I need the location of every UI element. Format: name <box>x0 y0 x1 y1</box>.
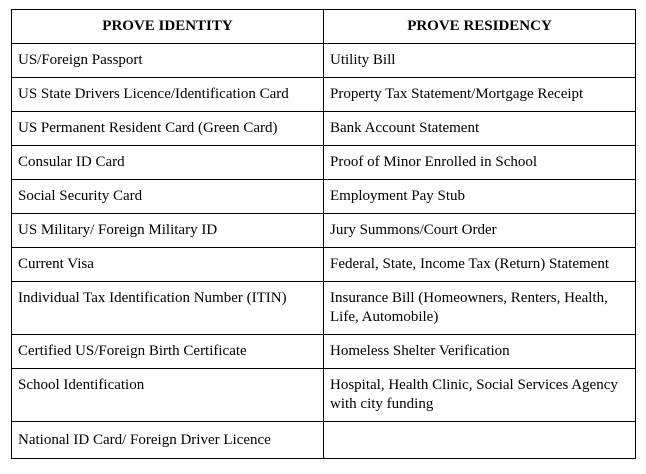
identity-cell: National ID Card/ Foreign Driver Licence <box>12 422 324 459</box>
table-row <box>12 248 636 282</box>
residency-cell: Bank Account Statement <box>324 112 636 146</box>
residency-cell: Jury Summons/Court Order <box>324 214 636 248</box>
residency-cell: Utility Bill <box>324 44 636 78</box>
identity-cell: US Permanent Resident Card (Green Card) <box>12 112 324 146</box>
table-row <box>12 422 636 459</box>
identity-cell: US Military/ Foreign Military ID <box>12 214 324 248</box>
identity-cell: Certified US/Foreign Birth Certificate <box>12 335 324 369</box>
table-row <box>12 78 636 112</box>
identity-cell: US State Drivers Licence/Identification Card <box>12 78 324 112</box>
table-row <box>12 180 636 214</box>
table-row <box>12 146 636 180</box>
residency-cell: Employment Pay Stub <box>324 180 636 214</box>
table-row <box>12 112 636 146</box>
table-row <box>12 282 636 335</box>
table-header-row <box>12 10 636 44</box>
table-row <box>12 369 636 422</box>
table-row <box>12 335 636 369</box>
residency-cell: Insurance Bill (Homeowners, Renters, Health, Life, Automobile) <box>324 282 636 335</box>
header-prove-identity: PROVE IDENTITY <box>12 10 324 44</box>
identity-cell: US/Foreign Passport <box>12 44 324 78</box>
identity-cell: Consular ID Card <box>12 146 324 180</box>
residency-cell: Property Tax Statement/Mortgage Receipt <box>324 78 636 112</box>
identity-cell: School Identification <box>12 369 324 422</box>
residency-cell: Federal, State, Income Tax (Return) Statement <box>324 248 636 282</box>
documents-table <box>11 9 636 459</box>
residency-cell: Hospital, Health Clinic, Social Services Agency with city funding <box>324 369 636 422</box>
identity-cell: Individual Tax Identification Number (ITIN) <box>12 282 324 335</box>
residency-cell: Homeless Shelter Verification <box>324 335 636 369</box>
identity-cell: Current Visa <box>12 248 324 282</box>
table-row <box>12 214 636 248</box>
residency-cell: Proof of Minor Enrolled in School <box>324 146 636 180</box>
table-row <box>12 44 636 78</box>
identity-cell: Social Security Card <box>12 180 324 214</box>
residency-cell <box>324 422 636 459</box>
header-prove-residency: PROVE RESIDENCY <box>324 10 636 44</box>
